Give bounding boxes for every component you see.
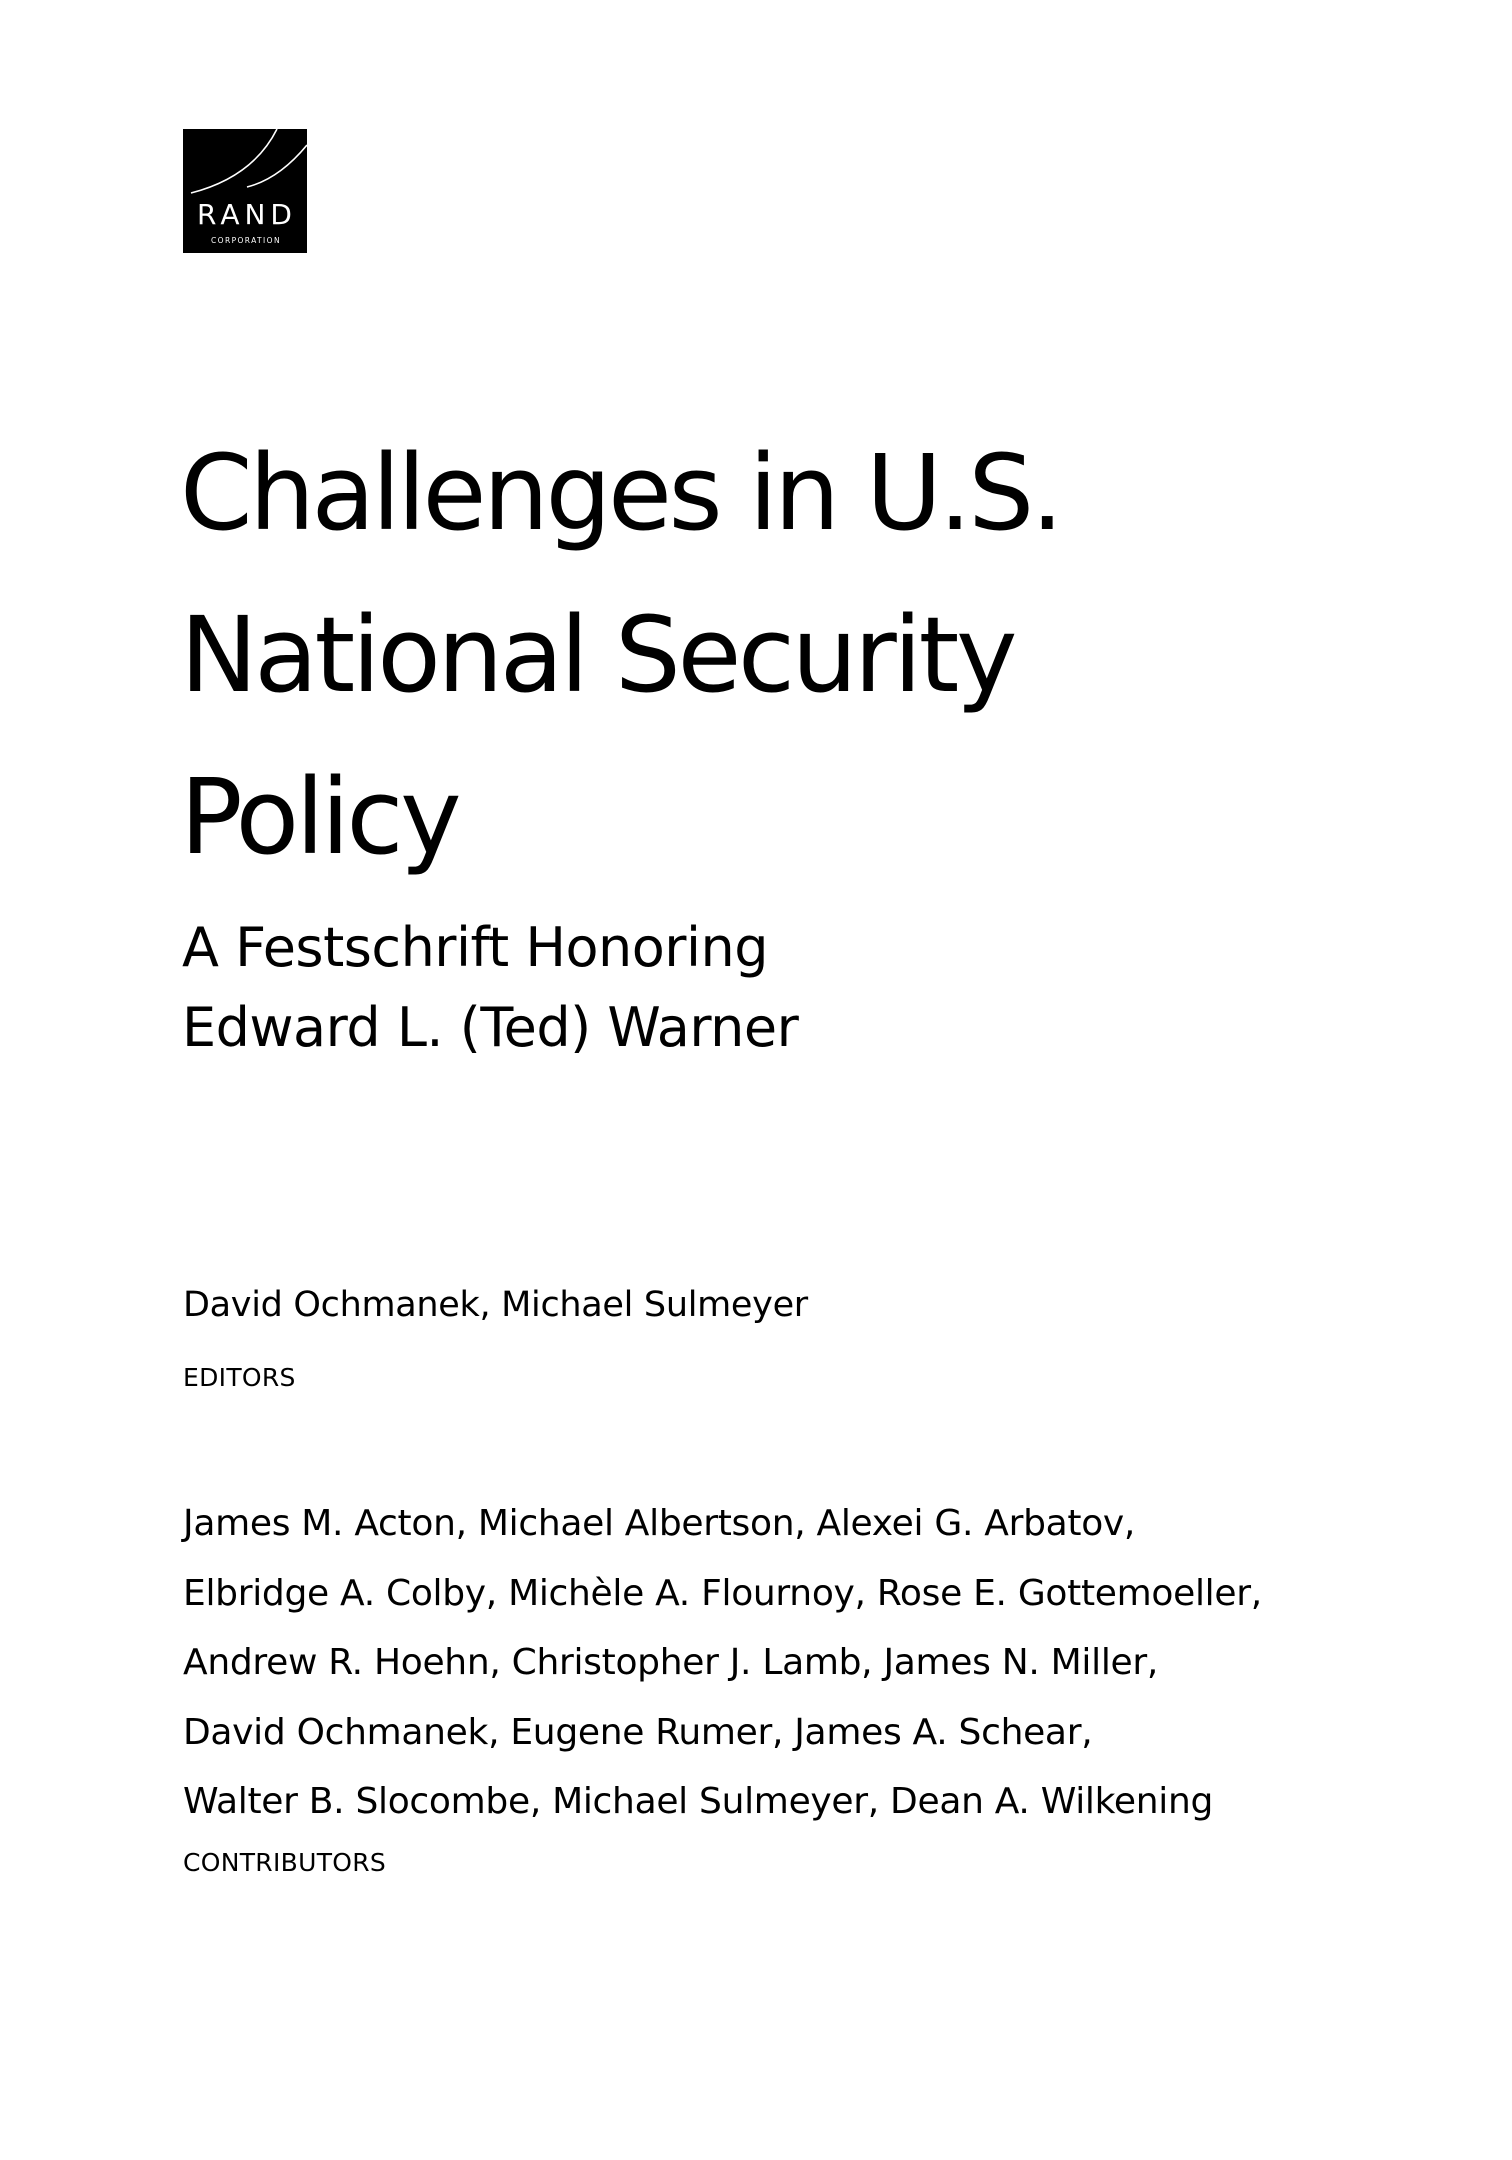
logo-subtitle: CORPORATION [211, 236, 281, 245]
title-line: Challenges in U.S. [180, 432, 1061, 554]
contributors-line: Walter B. Slocombe, Michael Sulmeyer, Dean A. Wilkening [183, 1781, 1214, 1822]
contributors-line: David Ochmanek, Eugene Rumer, James A. Schear, [183, 1711, 1093, 1753]
title-line: Policy [180, 756, 459, 878]
contributors-label: CONTRIBUTORS [183, 1848, 387, 1877]
contributors-line: Elbridge A. Colby, Michèle A. Flournoy, Rose E. Gottemoeller, [183, 1572, 1262, 1614]
contributors-list [183, 1489, 1262, 1837]
page-title [180, 412, 1380, 898]
logo-wordmark: RAND [197, 198, 297, 231]
page-subtitle [182, 908, 798, 1068]
subtitle-line: Edward L. (Ted) Warner [182, 996, 799, 1059]
contributors-line: Andrew R. Hoehn, Christopher J. Lamb, James N. Miller, [183, 1642, 1159, 1683]
title-line: National Security [180, 594, 1014, 716]
subtitle-line: A Festschrift Honoring [182, 916, 769, 979]
rand-logo [183, 129, 307, 253]
editors-names: David Ochmanek, Michael Sulmeyer [183, 1285, 808, 1325]
editors-label: EDITORS [183, 1363, 296, 1392]
contributors-line: James M. Acton, Michael Albertson, Alexei G. Arbatov, [183, 1503, 1136, 1544]
rand-logo-icon [183, 129, 307, 253]
